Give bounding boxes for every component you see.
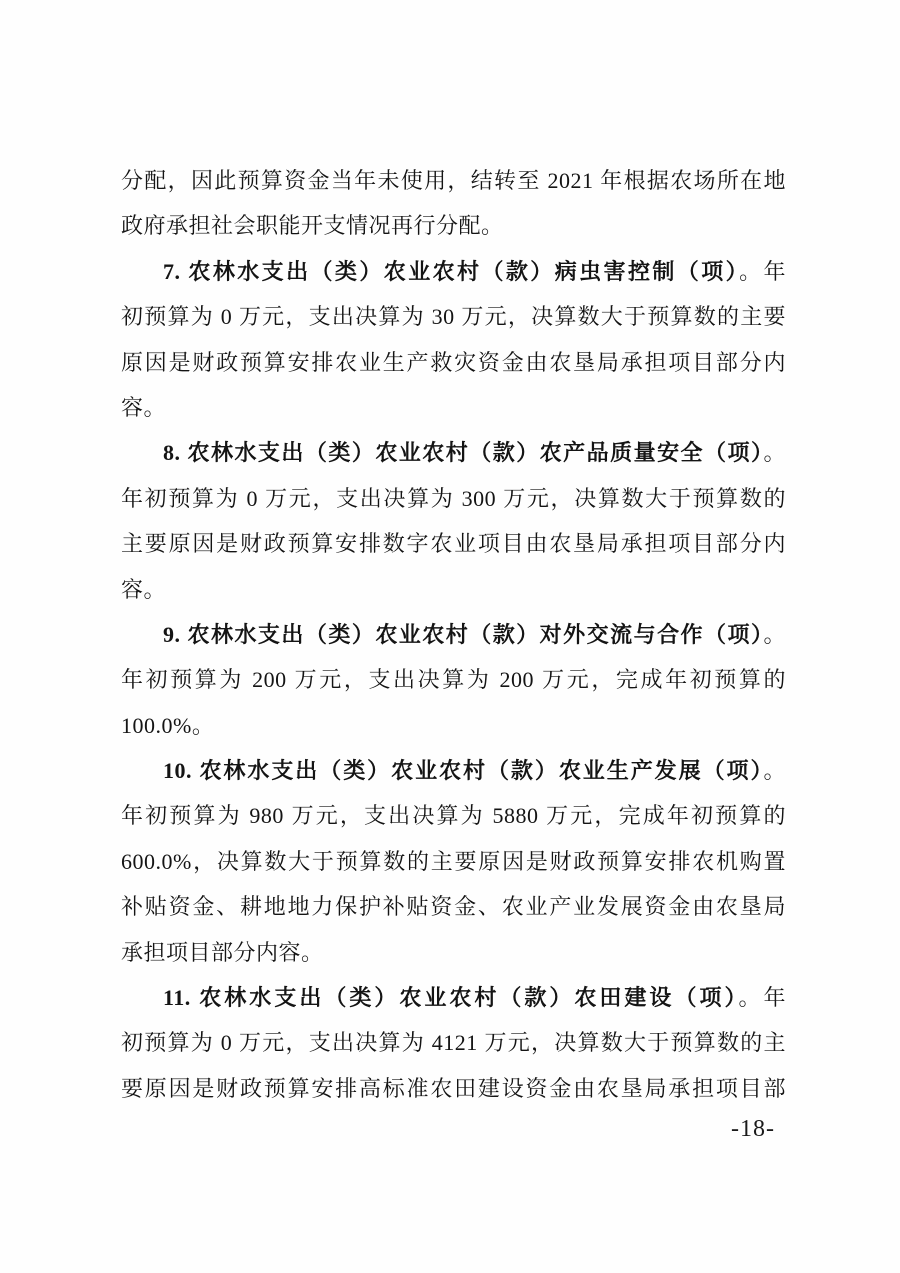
line-text: 分配，因此预算资金当年未使用，结转至 2021 年根据农场所在地 xyxy=(121,168,786,193)
text-line xyxy=(121,340,786,385)
text-line xyxy=(121,158,786,203)
text-line xyxy=(121,521,786,566)
text-line xyxy=(121,839,786,884)
text-line xyxy=(121,793,786,838)
text-line-item-11-heading xyxy=(121,975,786,1020)
line-text: 年初预算为 0 万元，支出决算为 300 万元，决算数大于预算数的 xyxy=(121,485,786,511)
text-line xyxy=(121,884,786,929)
line-text: 容。 xyxy=(121,394,167,420)
heading-bold-text: 9. 农林水支出（类）农业农村（款）对外交流与合作（项） xyxy=(163,621,764,647)
line-text: 要原因是财政预算安排高标准农田建设资金由农垦局承担项目部 xyxy=(121,1075,786,1101)
text-line-item-7-heading xyxy=(121,249,786,294)
line-text: 容。 xyxy=(121,576,167,602)
text-line xyxy=(121,1066,786,1111)
text-line xyxy=(121,476,786,521)
text-line-item-10-heading xyxy=(121,748,786,793)
line-text: 初预算为 0 万元，支出决算为 30 万元，决算数大于预算数的主要 xyxy=(121,304,786,330)
text-line xyxy=(121,657,786,702)
text-line-item-8-heading xyxy=(121,430,786,475)
text-line xyxy=(121,567,786,612)
line-text: 年初预算为 980 万元，支出决算为 5880 万元，完成年初预算的 xyxy=(121,803,786,829)
line-text: 。年 xyxy=(738,985,786,1011)
heading-bold-text: 10. 农林水支出（类）农业农村（款）农业生产发展（项） xyxy=(163,758,764,784)
heading-bold-text: 8. 农林水支出（类）农业农村（款）农产品质量安全（项） xyxy=(163,440,764,466)
heading-bold-text: 11. 农林水支出（类）农业农村（款）农田建设（项） xyxy=(163,985,739,1011)
line-text: 初预算为 0 万元，支出决算为 4121 万元，决算数大于预算数的主 xyxy=(121,1030,786,1056)
heading-bold-text: 7. 农林水支出（类）农业农村（款）病虫害控制（项） xyxy=(163,258,740,284)
line-text: 主要原因是财政预算安排数字农业项目由农垦局承担项目部分内 xyxy=(121,531,786,557)
document-body-text xyxy=(121,158,786,1111)
line-text: 补贴资金、耕地地力保护补贴资金、农业产业发展资金由农垦局 xyxy=(121,894,786,920)
text-line xyxy=(121,1020,786,1065)
text-line xyxy=(121,385,786,430)
line-text: 。年 xyxy=(739,258,786,284)
line-text: 年初预算为 200 万元，支出决算为 200 万元，完成年初预算的 xyxy=(121,667,786,693)
line-text: 原因是财政预算安排农业生产救灾资金由农垦局承担项目部分内 xyxy=(121,349,786,375)
line-text: 。 xyxy=(763,440,786,466)
line-text: 。 xyxy=(763,621,786,647)
line-text: 100.0%。 xyxy=(121,712,215,738)
page-number: -18- xyxy=(731,1116,775,1142)
line-text: 600.0%，决算数大于预算数的主要原因是财政预算安排农机购置 xyxy=(121,848,786,874)
line-text: 政府承担社会职能开支情况再行分配。 xyxy=(121,213,504,239)
text-line xyxy=(121,203,786,248)
text-line xyxy=(121,930,786,975)
line-text: 。 xyxy=(763,758,786,784)
text-line xyxy=(121,294,786,339)
line-text: 承担项目部分内容。 xyxy=(121,939,324,965)
text-line xyxy=(121,703,786,748)
text-line-item-9-heading xyxy=(121,612,786,657)
